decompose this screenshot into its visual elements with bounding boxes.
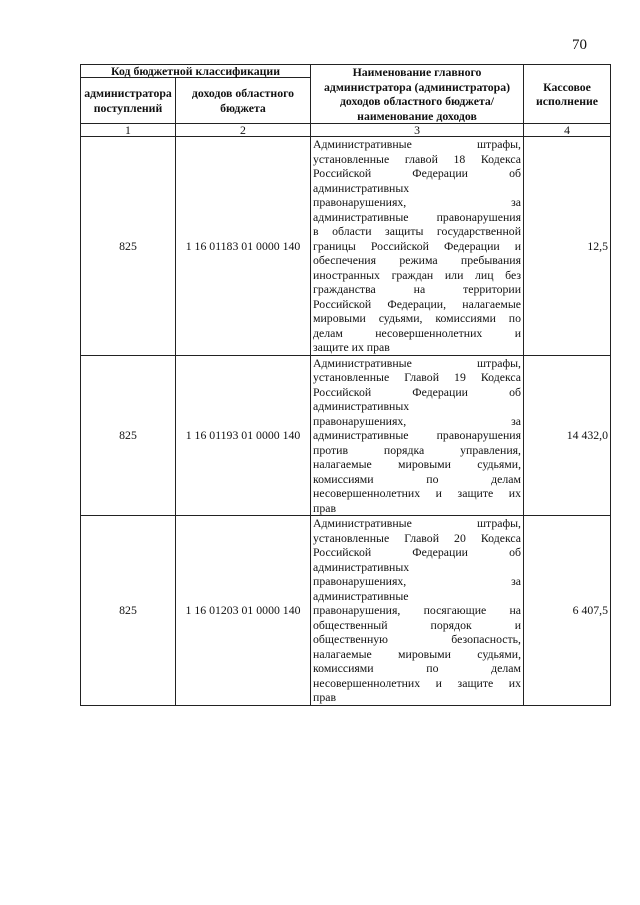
name-line: прав [313, 690, 337, 704]
table-row [81, 516, 611, 706]
table-row [81, 137, 611, 356]
name-line: Административные штрафы, [313, 355, 522, 370]
income-name-cell [311, 137, 524, 356]
name-line: Административные штрафы, [313, 137, 522, 151]
income-code-cell: 1 16 01183 01 0000 140 [176, 137, 311, 356]
table-row [81, 355, 611, 516]
name-line: прав [313, 500, 337, 515]
cash-execution-cell: 6 407,5 [524, 516, 611, 706]
name-line: в области защиты государственной [313, 224, 522, 238]
admin-code-cell: 825 [81, 355, 176, 516]
cash-execution-cell: 14 432,0 [524, 355, 611, 516]
name-line: установленные Главой 19 Кодекса [313, 370, 522, 384]
name-line: административных [313, 399, 410, 413]
name-line: правонарушениях, за [313, 413, 522, 428]
name-line: административные правонарушения [313, 209, 522, 224]
name-line: Российской Федерации об [313, 384, 522, 399]
header-admin: администратора поступлений [81, 78, 176, 124]
income-name-cell [311, 516, 524, 706]
column-number: 2 [176, 124, 311, 137]
name-line: обеспечения режима пребывания [313, 253, 522, 267]
admin-code-cell: 825 [81, 516, 176, 706]
header-income: доходов областного бюджета [176, 78, 311, 124]
name-line: защите их прав [313, 340, 390, 354]
name-line: делам несовершеннолетних и [313, 325, 522, 340]
name-line: налагаемые мировыми судьями, [313, 457, 522, 471]
name-line: административные правонарушения [313, 428, 522, 442]
name-line: комиссиями по делам [313, 471, 522, 486]
name-line: границы Российской Федерации и [313, 238, 522, 253]
income-code-cell: 1 16 01203 01 0000 140 [176, 516, 311, 706]
column-number-row [81, 124, 611, 137]
name-line: Российской Федерации об [313, 545, 522, 559]
name-line: налагаемые мировыми судьями, [313, 646, 522, 661]
name-line: установленные главой 18 Кодекса [313, 151, 522, 166]
income-code-cell: 1 16 01193 01 0000 140 [176, 355, 311, 516]
name-line: административных [313, 559, 410, 574]
name-line: иностранных граждан или лиц без [313, 267, 522, 282]
income-name-cell [311, 355, 524, 516]
name-line: правонарушениях, за [313, 574, 522, 588]
name-line: несовершеннолетних и защите их [313, 675, 522, 690]
header-cash-execution: Кассовое исполнение [524, 65, 611, 124]
budget-table [80, 64, 611, 706]
name-line: общественную безопасность, [313, 632, 522, 646]
name-line: против порядка управления, [313, 442, 522, 457]
name-line: административные [313, 588, 409, 603]
name-line: правонарушениях, за [313, 195, 522, 209]
admin-code-cell: 825 [81, 137, 176, 356]
name-line: установленные Главой 20 Кодекса [313, 530, 522, 545]
column-number: 1 [81, 124, 176, 137]
header-budget-classification: Код бюджетной классификации [81, 65, 311, 78]
name-line: Российской Федерации, налагаемые [313, 296, 522, 311]
header-name: Наименование главного администратора (администратора) доходов областного бюджета/ наименование доходов [311, 65, 524, 124]
name-line: общественный порядок и [313, 617, 522, 632]
name-line: правонарушения, посягающие на [313, 603, 522, 617]
name-line: Российской Федерации об [313, 166, 522, 180]
column-number: 4 [524, 124, 611, 137]
name-line: административных [313, 180, 410, 195]
name-line: комиссиями по делам [313, 661, 522, 675]
column-number: 3 [311, 124, 524, 137]
name-line: гражданства на территории [313, 282, 522, 296]
name-line: несовершеннолетних и защите их [313, 486, 522, 500]
cash-execution-cell: 12,5 [524, 137, 611, 356]
name-line: мировыми судьями, комиссиями по [313, 311, 522, 325]
name-line: Административные штрафы, [313, 516, 522, 530]
page-number: 70 [572, 37, 587, 53]
